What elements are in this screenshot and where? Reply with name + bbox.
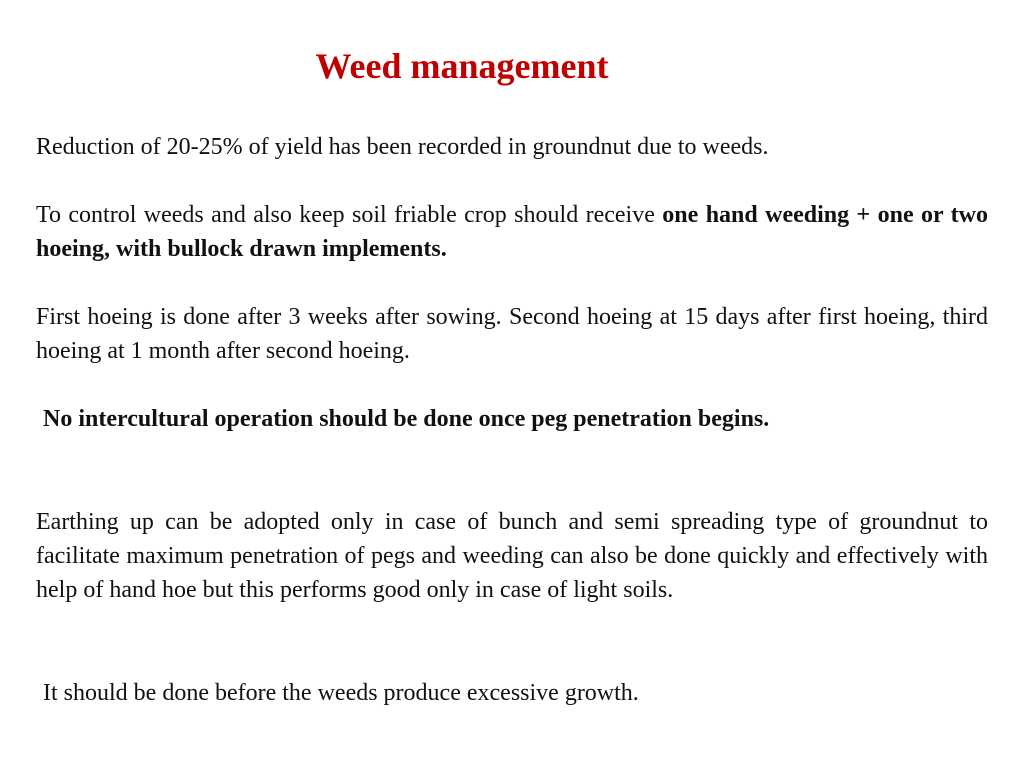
- paragraph-peg-penetration-warning: No intercultural operation should be done once peg penetration begins.: [43, 406, 770, 432]
- slide-title: Weed management: [315, 46, 609, 86]
- paragraph-earthing-up: Earthing up can be adopted only in case of bunch and semi spreading type of groundnut to facilitate maximum penetration of pegs and weeding can also be done quickly and effectively with help of hand hoe but this performs good only in case of light soils.: [36, 509, 988, 603]
- paragraph-weed-control-emphasis: one hand weeding + one or two hoeing, with bullock drawn implements.: [36, 202, 988, 262]
- paragraph-hoeing-schedule: First hoeing is done after 3 weeks after sowing. Second hoeing at 15 days after first hoeing, third hoeing at 1 month after second hoeing.: [36, 304, 988, 364]
- paragraph-weed-control: [36, 198, 988, 266]
- paragraph-weed-control-text: To control weeds and also keep soil friable crop should receive: [36, 202, 663, 228]
- paragraph-yield-reduction: Reduction of 20-25% of yield has been recorded in groundnut due to weeds.: [36, 134, 769, 160]
- paragraph-timing-note: It should be done before the weeds produce excessive growth.: [43, 680, 639, 706]
